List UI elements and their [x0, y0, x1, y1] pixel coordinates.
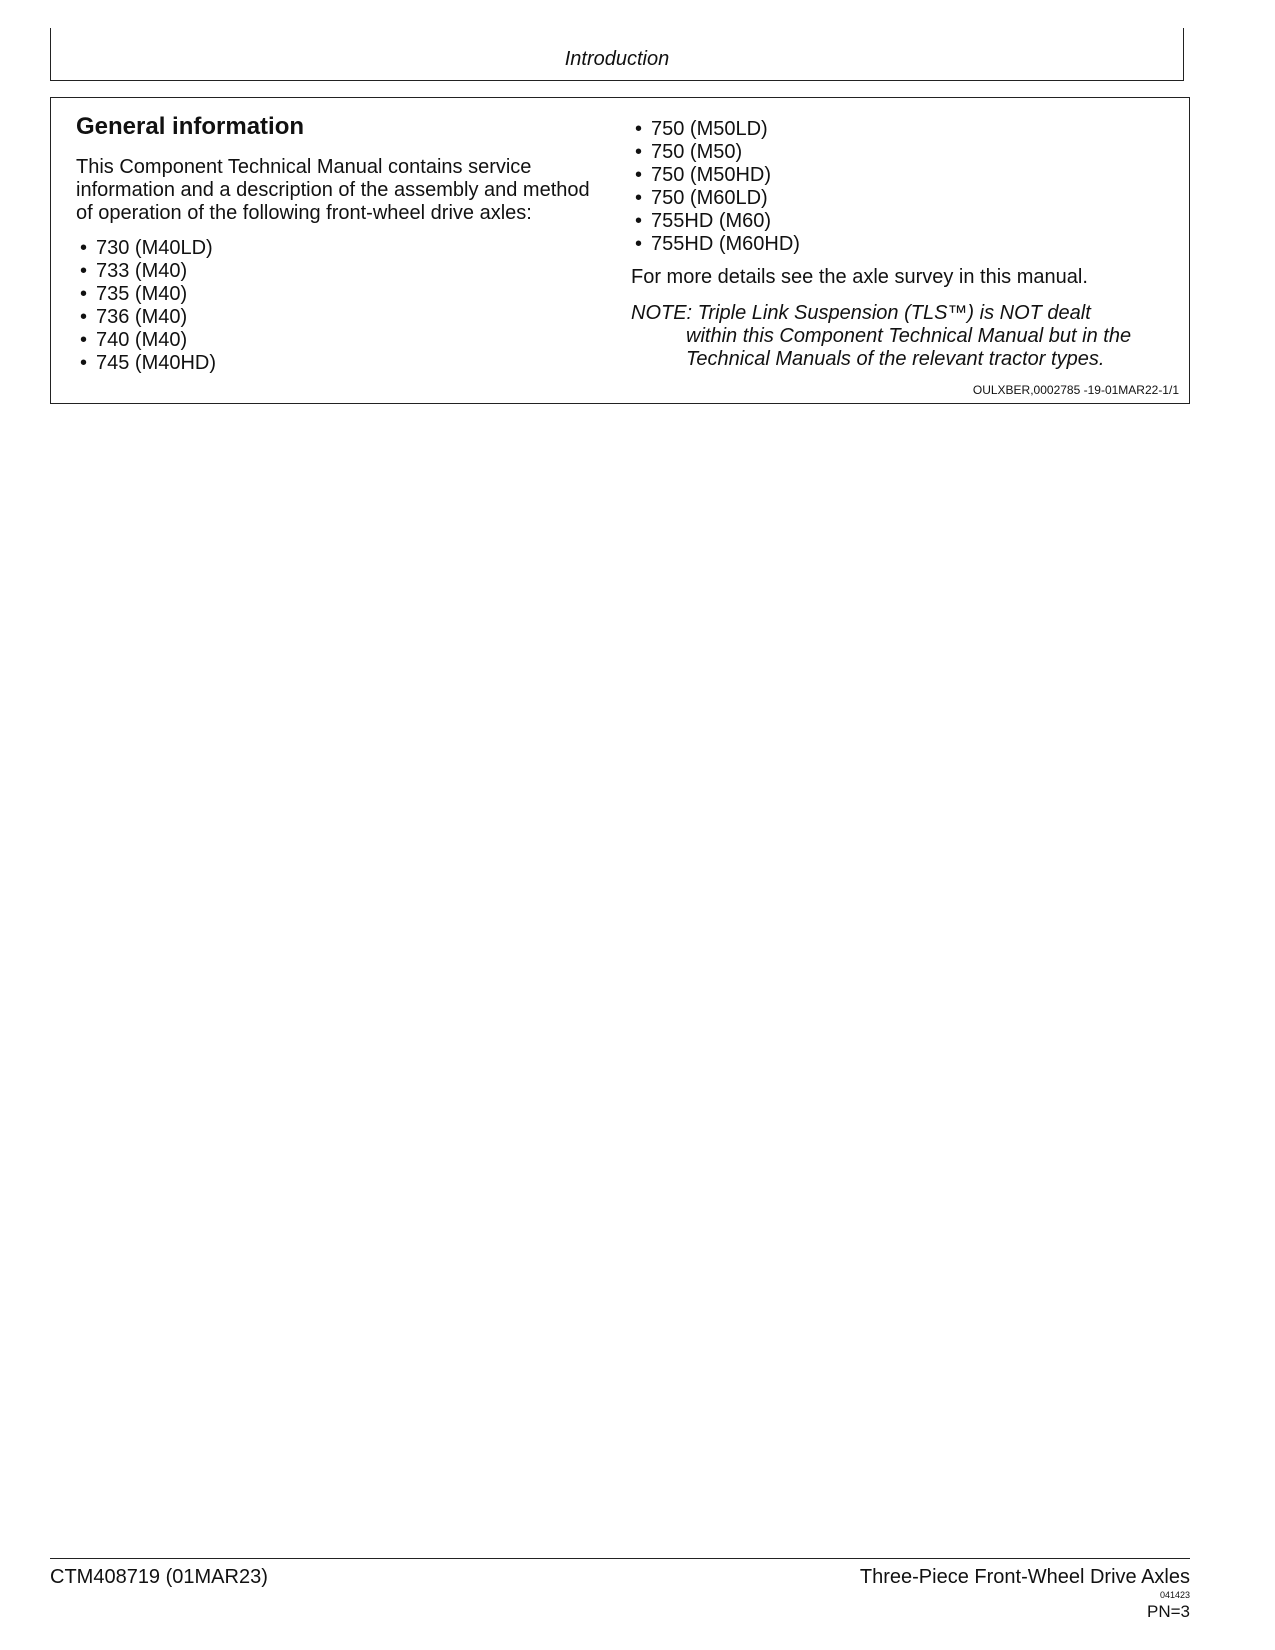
bullet-icon: •: [635, 118, 643, 140]
bullet-icon: •: [635, 141, 643, 163]
list-item: • 735 (M40): [80, 283, 188, 305]
list-item: • 750 (M50HD): [635, 164, 772, 186]
list-item: • 733 (M40): [80, 260, 188, 282]
intro-paragraph: This Component Technical Manual contains service information and a description of the assembly and method of operation of the following front-wheel drive axles:: [76, 156, 590, 224]
list-item: • 755HD (M60): [635, 210, 772, 232]
bullet-icon: •: [80, 306, 88, 328]
bullet-icon: •: [635, 210, 643, 232]
right-column: [631, 118, 1171, 371]
footer-manual-title: Three-Piece Front-Wheel Drive Axles: [859, 1566, 1190, 1588]
list-item: • 750 (M50): [635, 141, 743, 163]
note-block: [631, 302, 1171, 371]
list-item: • 730 (M40LD): [80, 237, 213, 259]
bullet-icon: •: [80, 260, 88, 282]
footer-manual-id: CTM408719 (01MAR23): [50, 1566, 268, 1588]
reference-code: OULXBER,0002785 -19-01MAR22-1/1: [972, 383, 1179, 397]
axle-list-right: [631, 118, 1171, 256]
bullet-icon: •: [80, 237, 88, 259]
footer-divider: [50, 1558, 1190, 1559]
bullet-icon: •: [635, 187, 643, 209]
bullet-icon: •: [80, 283, 88, 305]
general-information-section: [50, 97, 1190, 404]
section-heading: General information: [76, 113, 305, 140]
list-item: • 750 (M50LD): [635, 118, 768, 140]
more-details-paragraph: For more details see the axle survey in this manual.: [631, 266, 1088, 288]
list-item: • 740 (M40): [80, 329, 188, 351]
bullet-icon: •: [80, 329, 88, 351]
bullet-icon: •: [635, 164, 643, 186]
list-item: • 750 (M60LD): [635, 187, 768, 209]
page-header: [50, 28, 1184, 81]
footer-code: 041423: [1159, 1590, 1190, 1600]
bullet-icon: •: [635, 233, 643, 255]
list-item: • 745 (M40HD): [80, 352, 217, 374]
list-item: • 736 (M40): [80, 306, 188, 328]
left-column: [76, 112, 606, 375]
note-line-1: NOTE: Triple Link Suspension (TLS™) is NOT dealt: [631, 302, 1091, 324]
list-item: • 755HD (M60HD): [635, 233, 800, 255]
header-title: Introduction: [564, 48, 670, 70]
axle-list-left: [76, 237, 606, 375]
bullet-icon: •: [80, 352, 88, 374]
footer-page-number: PN=3: [1147, 1602, 1190, 1621]
note-line-2: within this Component Technical Manual but in the: [686, 325, 1132, 347]
note-line-3: Technical Manuals of the relevant tractor types.: [686, 348, 1105, 370]
